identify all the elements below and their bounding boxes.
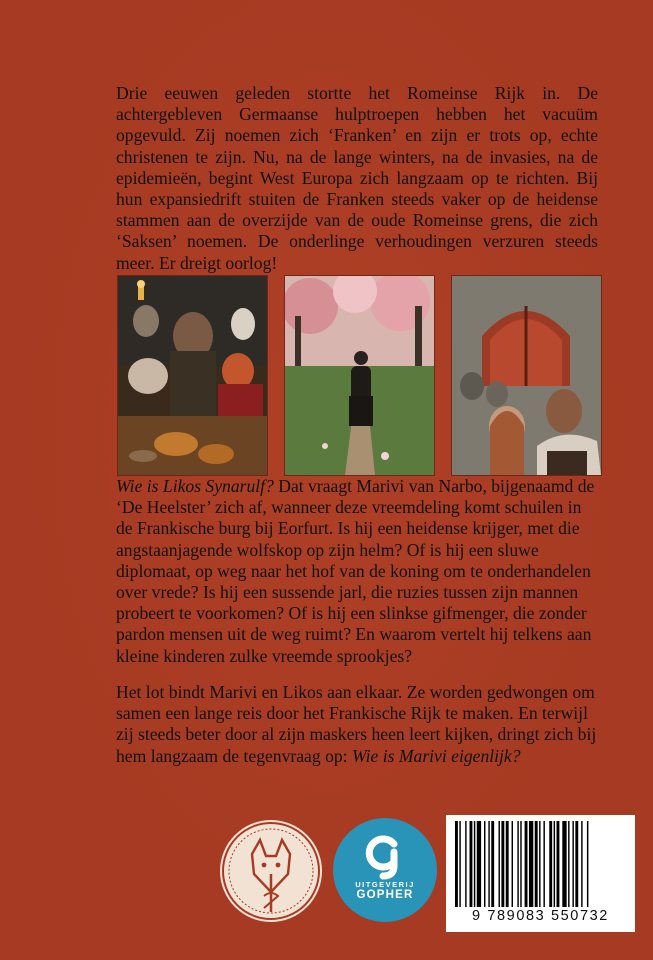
barcode-bar — [474, 821, 475, 907]
barcode-bar — [539, 821, 540, 907]
castle-gate-illustration — [452, 276, 601, 475]
feast-scene-icon — [118, 276, 267, 475]
barcode-bar — [501, 821, 504, 907]
barcode-bar — [517, 821, 518, 907]
blurb-text: Dat vraagt Marivi van Narbo, bijgenaamd de ‘De Heelster’ zich af, wanneer deze vreemdeling komt schuilen in de Frankische burg bij Eorfurt. Is hij een heidense krijger, met die angstaanjagende wolfskop op zijn helm? Of is hij een sluwe diplomaat, op weg naar het hof van de koning om te onderhandelen over vrede? Is hij een sussende jarl, die ruzies tussen zijn mannen probeert te voorkomen? Of is hij een slinkse gifmenger, die zonder pardon mensen uit de weg ruimt? En waarom vertelt hij telkens aan kleine kinderen zulke vreemde sprookjes? — [116, 476, 595, 666]
barcode-bar — [529, 821, 533, 907]
barcode-bar — [525, 821, 528, 907]
publisher-logo — [333, 818, 437, 922]
blurb-question: Wie is Likos Synarulf? — [116, 476, 274, 496]
blurb-paragraph — [116, 476, 598, 667]
publisher-label: UITGEVERIJ — [355, 880, 415, 889]
barcode-bar — [477, 821, 481, 907]
forest-rider-illustration — [285, 276, 434, 475]
barcode-bar — [499, 821, 500, 907]
closing-paragraph — [116, 682, 598, 767]
barcode-bar — [549, 821, 552, 907]
barcode-bar — [520, 821, 521, 907]
publisher-name: GOPHER — [356, 889, 414, 901]
barcode-bar — [535, 821, 538, 907]
barcode-bar — [572, 821, 573, 907]
barcode-bar — [491, 821, 494, 907]
barcode-bar — [575, 821, 578, 907]
barcode-bar — [543, 821, 544, 907]
barcode-bar — [488, 821, 489, 907]
barcode-bar — [512, 821, 513, 907]
isbn-barcode — [446, 815, 635, 932]
barcode-bar — [562, 821, 566, 907]
barcode-bar — [587, 821, 588, 907]
barcode-bar — [557, 821, 560, 907]
barcode-bar — [484, 821, 485, 907]
barcode-bar — [554, 821, 555, 907]
barcode-bar — [455, 821, 458, 907]
barcode-bar — [506, 821, 509, 907]
closing-question: Wie is Marivi eigenlijk? — [351, 745, 521, 766]
barcode-bar — [465, 821, 466, 907]
barcode-bar — [581, 821, 582, 907]
wolf-staff-seal-icon — [218, 818, 324, 924]
feast-illustration — [118, 276, 267, 475]
gopher-g-icon — [361, 832, 409, 880]
isbn-number: 9 789083 550732 — [472, 908, 609, 924]
castle-gate-scene-icon — [452, 276, 601, 475]
barcode-bars — [453, 821, 628, 909]
closing-text: Het lot bindt Marivi en Likos aan elkaar. Ze worden gedwongen om samen een lange reis door het Frankische Rijk te maken. En terwijl zij steeds beter door al zijn maskers heen leert kijken, dringt zich bij hem langzaam de tegenvraag op: — [116, 682, 597, 766]
barcode-bar — [470, 821, 473, 907]
forest-rider-scene-icon — [285, 276, 434, 475]
barcode-bar — [568, 821, 569, 907]
barcode-bar — [459, 821, 460, 907]
intro-paragraph: Drie eeuwen geleden stortte het Romeinse Rijk in. De achtergebleven Germaanse hulptroepen hebben het vacuüm opgevuld. Zij noemen zich ‘Franken’ en zijn er trots op, echte christenen te zijn. Nu, na de lange winters, na de invasies, na de epidemieën, begint West Europa zich langzaam op te richten. Bij hun expansiedrift stuiten de Franken steeds vaker op de heidense stammen aan de overzijde van de oude Romeinse grens, die zich ‘Saksen’ noemen. De onderlinge verhoudingen verzuren steeds meer. Er dreigt oorlog! — [116, 83, 598, 273]
